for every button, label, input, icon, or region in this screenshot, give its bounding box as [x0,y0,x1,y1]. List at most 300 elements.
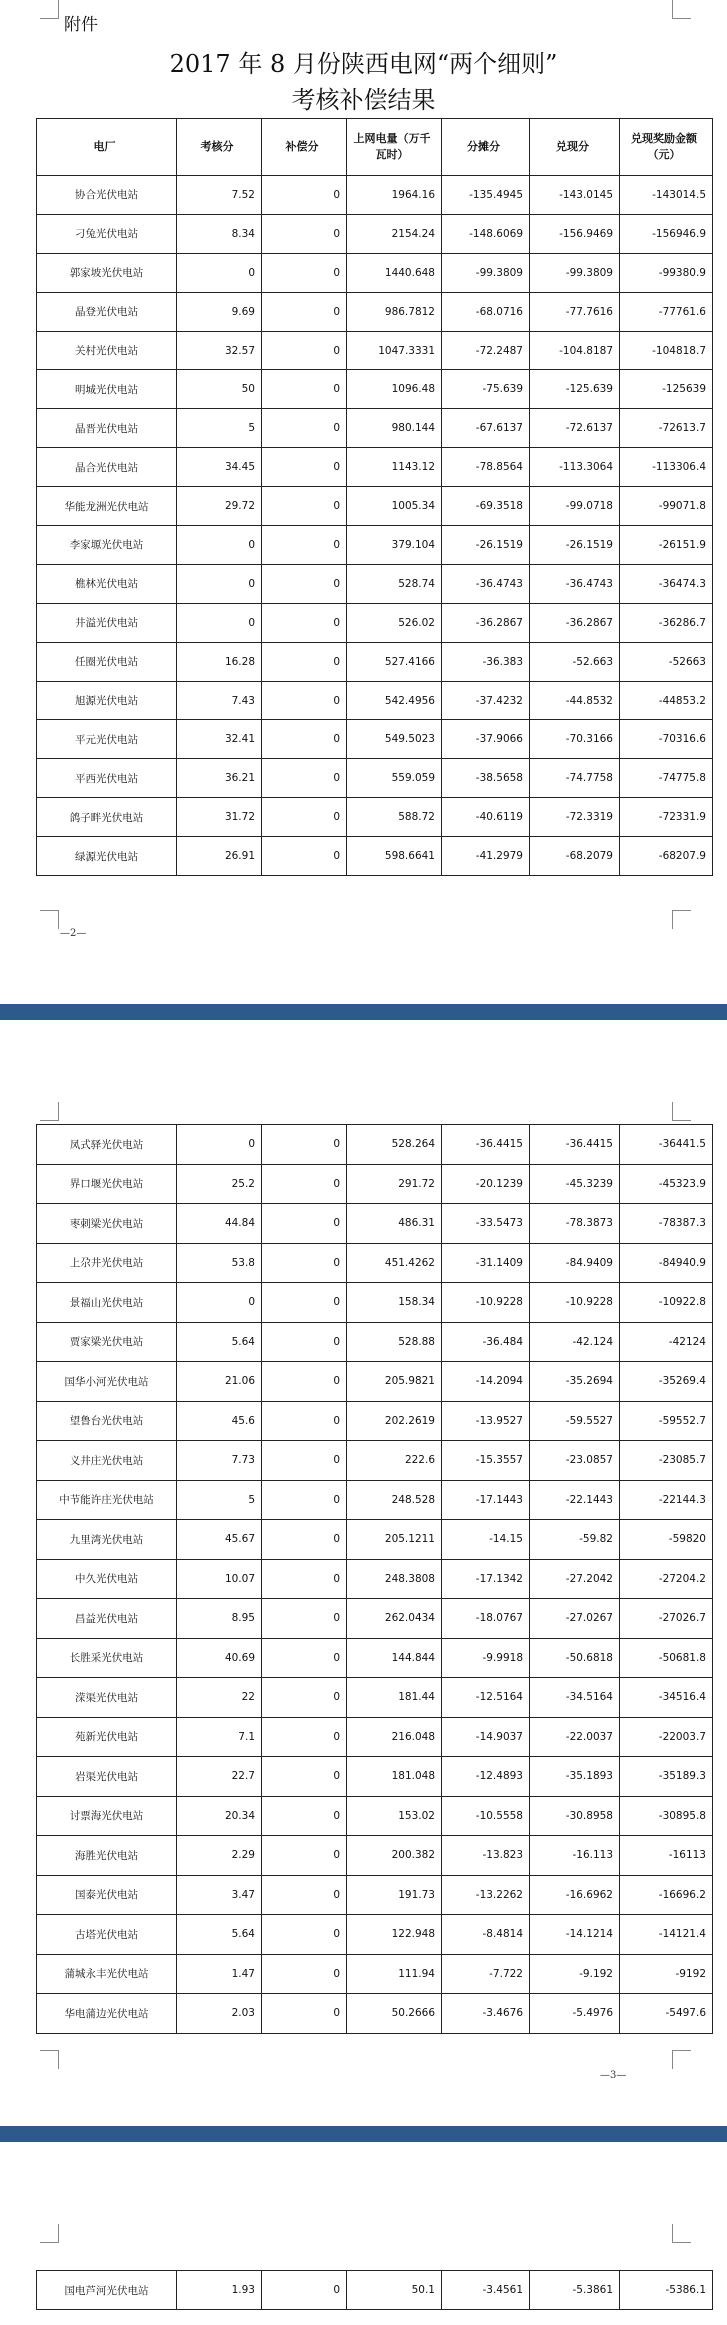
apportion-cell: -36.4743 [442,564,530,603]
compensation-cell: 0 [262,1125,347,1165]
compensation-cell: 0 [262,1243,347,1283]
reward-amount-cell: -104818.7 [620,331,713,370]
grid-energy-cell: 486.31 [347,1204,442,1244]
table-row [37,759,713,798]
reward-amount-cell: -5386.1 [620,2271,713,2310]
plant-name-cell: 协合光伏电站 [37,176,177,215]
results-table [36,118,713,876]
plant-name-cell: 溁渠光伏电站 [37,1678,177,1718]
compensation-cell: 0 [262,1401,347,1441]
compensation-cell: 0 [262,526,347,565]
grid-energy-cell: 50.2666 [347,1994,442,2034]
redeem-cell: -42.124 [530,1322,620,1362]
apportion-cell: -36.484 [442,1322,530,1362]
reward-amount-cell: -74775.8 [620,759,713,798]
plant-name-cell: 昌益光伏电站 [37,1599,177,1639]
table-row [37,1796,713,1836]
assessment-cell: 10.07 [177,1559,262,1599]
grid-energy-cell: 158.34 [347,1283,442,1323]
apportion-cell: -13.9527 [442,1401,530,1441]
assessment-cell: 7.52 [177,176,262,215]
assessment-cell: 0 [177,564,262,603]
table-row [37,1362,713,1402]
redeem-cell: -50.6818 [530,1638,620,1678]
assessment-cell: 21.06 [177,1362,262,1402]
plant-name-cell: 枣刺梁光伏电站 [37,1204,177,1244]
reward-amount-cell: -35269.4 [620,1362,713,1402]
apportion-cell: -69.3518 [442,487,530,526]
plant-name-cell: 绿源光伏电站 [37,837,177,876]
grid-energy-cell: 200.382 [347,1836,442,1876]
grid-energy-cell: 1047.3331 [347,331,442,370]
redeem-cell: -70.3166 [530,720,620,759]
plant-name-cell: 望鲁台光伏电站 [37,1401,177,1441]
plant-name-cell: 刁兔光伏电站 [37,214,177,253]
table-row [37,1520,713,1560]
assessment-cell: 1.93 [177,2271,262,2310]
redeem-cell: -23.0857 [530,1441,620,1481]
plant-name-cell: 中节能许庄光伏电站 [37,1480,177,1520]
table-row [37,1559,713,1599]
table-row [37,837,713,876]
attachment-label: 附件 [64,15,98,35]
redeem-cell: -156.9469 [530,214,620,253]
compensation-cell: 0 [262,370,347,409]
redeem-cell: -10.9228 [530,1283,620,1323]
plant-name-cell: 蒲城永丰光伏电站 [37,1954,177,1994]
apportion-cell: -72.2487 [442,331,530,370]
document-subtitle: 考核补偿结果 [291,86,436,114]
apportion-cell: -17.1342 [442,1559,530,1599]
header-reward-amount: 兑现奖励金额（元） [620,119,713,176]
reward-amount-cell: -5497.6 [620,1994,713,2034]
reward-amount-cell: -72331.9 [620,798,713,837]
compensation-cell: 0 [262,1520,347,1560]
redeem-cell: -27.2042 [530,1559,620,1599]
grid-energy-cell: 379.104 [347,526,442,565]
apportion-cell: -13.2262 [442,1875,530,1915]
header-compensation: 补偿分 [262,119,347,176]
grid-energy-cell: 1096.48 [347,370,442,409]
grid-energy-cell: 1005.34 [347,487,442,526]
header-grid-energy: 上网电量（万千瓦时） [347,119,442,176]
assessment-cell: 3.47 [177,1875,262,1915]
plant-name-cell: 界口堰光伏电站 [37,1164,177,1204]
plant-name-cell: 国电芦河光伏电站 [37,2271,177,2310]
apportion-cell: -148.6069 [442,214,530,253]
table-row [37,1204,713,1244]
assessment-cell: 5.64 [177,1322,262,1362]
apportion-cell: -12.4893 [442,1757,530,1797]
plant-name-cell: 晶晋光伏电站 [37,409,177,448]
redeem-cell: -125.639 [530,370,620,409]
grid-energy-cell: 526.02 [347,603,442,642]
compensation-cell: 0 [262,759,347,798]
document-page-1 [0,0,727,1004]
table-row [37,1322,713,1362]
plant-name-cell: 苑新光伏电站 [37,1717,177,1757]
crop-mark [672,2224,691,2243]
reward-amount-cell: -42124 [620,1322,713,1362]
table-row [37,253,713,292]
plant-name-cell: 景福山光伏电站 [37,1283,177,1323]
crop-mark [40,0,59,19]
table-row [37,1480,713,1520]
redeem-cell: -36.2867 [530,603,620,642]
results-table-continued [36,2270,713,2310]
compensation-cell: 0 [262,1322,347,1362]
redeem-cell: -14.1214 [530,1915,620,1955]
compensation-cell: 0 [262,214,347,253]
assessment-cell: 25.2 [177,1164,262,1204]
redeem-cell: -113.3064 [530,448,620,487]
grid-energy-cell: 191.73 [347,1875,442,1915]
compensation-cell: 0 [262,837,347,876]
redeem-cell: -36.4415 [530,1125,620,1165]
table-row [37,603,713,642]
header-redeem: 兑现分 [530,119,620,176]
grid-energy-cell: 2154.24 [347,214,442,253]
compensation-cell: 0 [262,642,347,681]
reward-amount-cell: -99380.9 [620,253,713,292]
header-plant: 电厂 [37,119,177,176]
plant-name-cell: 樵林光伏电站 [37,564,177,603]
compensation-cell: 0 [262,1836,347,1876]
grid-energy-cell: 262.0434 [347,1599,442,1639]
compensation-cell: 0 [262,681,347,720]
reward-amount-cell: -50681.8 [620,1638,713,1678]
grid-energy-cell: 153.02 [347,1796,442,1836]
reward-amount-cell: -36474.3 [620,564,713,603]
grid-energy-cell: 111.94 [347,1954,442,1994]
crop-mark [672,2050,691,2069]
table-row [37,798,713,837]
assessment-cell: 32.41 [177,720,262,759]
compensation-cell: 0 [262,1441,347,1481]
reward-amount-cell: -26151.9 [620,526,713,565]
plant-name-cell: 晶合光伏电站 [37,448,177,487]
assessment-cell: 1.47 [177,1954,262,1994]
plant-name-cell: 讨票海光伏电站 [37,1796,177,1836]
assessment-cell: 0 [177,1125,262,1165]
table-row [37,564,713,603]
table-row [37,681,713,720]
compensation-cell: 0 [262,176,347,215]
reward-amount-cell: -30895.8 [620,1796,713,1836]
redeem-cell: -22.0037 [530,1717,620,1757]
redeem-cell: -72.3319 [530,798,620,837]
grid-energy-cell: 598.6641 [347,837,442,876]
apportion-cell: -8.4814 [442,1915,530,1955]
assessment-cell: 7.43 [177,681,262,720]
reward-amount-cell: -27026.7 [620,1599,713,1639]
plant-name-cell: 中久光伏电站 [37,1559,177,1599]
reward-amount-cell: -27204.2 [620,1559,713,1599]
apportion-cell: -31.1409 [442,1243,530,1283]
crop-mark [40,910,59,929]
compensation-cell: 0 [262,1954,347,1994]
compensation-cell: 0 [262,603,347,642]
assessment-cell: 53.8 [177,1243,262,1283]
grid-energy-cell: 50.1 [347,2271,442,2310]
reward-amount-cell: -34516.4 [620,1678,713,1718]
reward-amount-cell: -52663 [620,642,713,681]
assessment-cell: 40.69 [177,1638,262,1678]
plant-name-cell: 平西光伏电站 [37,759,177,798]
plant-name-cell: 平元光伏电站 [37,720,177,759]
crop-mark [672,1102,691,1121]
apportion-cell: -3.4561 [442,2271,530,2310]
redeem-cell: -99.0718 [530,487,620,526]
plant-name-cell: 明城光伏电站 [37,370,177,409]
table-row [37,1638,713,1678]
compensation-cell: 0 [262,798,347,837]
compensation-cell: 0 [262,1362,347,1402]
reward-amount-cell: -36441.5 [620,1125,713,1165]
plant-name-cell: 旭源光伏电站 [37,681,177,720]
reward-amount-cell: -59820 [620,1520,713,1560]
reward-amount-cell: -113306.4 [620,448,713,487]
crop-mark [40,2050,59,2069]
apportion-cell: -15.3557 [442,1441,530,1481]
assessment-cell: 5.64 [177,1915,262,1955]
apportion-cell: -13.823 [442,1836,530,1876]
redeem-cell: -72.6137 [530,409,620,448]
apportion-cell: -9.9918 [442,1638,530,1678]
plant-name-cell: 长胜采光伏电站 [37,1638,177,1678]
compensation-cell: 0 [262,292,347,331]
redeem-cell: -16.6962 [530,1875,620,1915]
reward-amount-cell: -44853.2 [620,681,713,720]
compensation-cell: 0 [262,1678,347,1718]
grid-energy-cell: 181.048 [347,1757,442,1797]
apportion-cell: -26.1519 [442,526,530,565]
reward-amount-cell: -22003.7 [620,1717,713,1757]
page-number: —2— [60,928,87,939]
redeem-cell: -59.82 [530,1520,620,1560]
compensation-cell: 0 [262,1757,347,1797]
plant-name-cell: 义井庄光伏电站 [37,1441,177,1481]
reward-amount-cell: -143014.5 [620,176,713,215]
plant-name-cell: 国泰光伏电站 [37,1875,177,1915]
assessment-cell: 50 [177,370,262,409]
assessment-cell: 45.67 [177,1520,262,1560]
redeem-cell: -84.9409 [530,1243,620,1283]
redeem-cell: -9.192 [530,1954,620,1994]
compensation-cell: 0 [262,253,347,292]
apportion-cell: -99.3809 [442,253,530,292]
compensation-cell: 0 [262,1994,347,2034]
plant-name-cell: 关村光伏电站 [37,331,177,370]
plant-name-cell: 晶登光伏电站 [37,292,177,331]
table-row [37,1717,713,1757]
redeem-cell: -59.5527 [530,1401,620,1441]
table-row [37,1164,713,1204]
assessment-cell: 8.95 [177,1599,262,1639]
apportion-cell: -18.0767 [442,1599,530,1639]
table-row [37,1401,713,1441]
apportion-cell: -3.4676 [442,1994,530,2034]
grid-energy-cell: 1143.12 [347,448,442,487]
grid-energy-cell: 122.948 [347,1915,442,1955]
reward-amount-cell: -16113 [620,1836,713,1876]
reward-amount-cell: -10922.8 [620,1283,713,1323]
reward-amount-cell: -77761.6 [620,292,713,331]
apportion-cell: -14.9037 [442,1717,530,1757]
apportion-cell: -67.6137 [442,409,530,448]
crop-mark [40,2224,59,2243]
table-row [37,1441,713,1481]
reward-amount-cell: -16696.2 [620,1875,713,1915]
apportion-cell: -75.639 [442,370,530,409]
assessment-cell: 8.34 [177,214,262,253]
results-table-continued [36,1124,713,2034]
grid-energy-cell: 549.5023 [347,720,442,759]
apportion-cell: -12.5164 [442,1678,530,1718]
compensation-cell: 0 [262,1638,347,1678]
table-row [37,448,713,487]
reward-amount-cell: -14121.4 [620,1915,713,1955]
table-row [37,1994,713,2034]
apportion-cell: -14.15 [442,1520,530,1560]
apportion-cell: -36.383 [442,642,530,681]
table-row [37,1599,713,1639]
redeem-cell: -74.7758 [530,759,620,798]
assessment-cell: 16.28 [177,642,262,681]
crop-mark [672,0,691,19]
table-row [37,1243,713,1283]
assessment-cell: 5 [177,1480,262,1520]
plant-name-cell: 郭家坡光伏电站 [37,253,177,292]
table-row [37,176,713,215]
apportion-cell: -10.9228 [442,1283,530,1323]
assessment-cell: 5 [177,409,262,448]
apportion-cell: -37.4232 [442,681,530,720]
grid-energy-cell: 1964.16 [347,176,442,215]
reward-amount-cell: -99071.8 [620,487,713,526]
compensation-cell: 0 [262,2271,347,2310]
assessment-cell: 45.6 [177,1401,262,1441]
plant-name-cell: 九里湾光伏电站 [37,1520,177,1560]
reward-amount-cell: -59552.7 [620,1401,713,1441]
compensation-cell: 0 [262,1796,347,1836]
grid-energy-cell: 144.844 [347,1638,442,1678]
apportion-cell: -17.1443 [442,1480,530,1520]
grid-energy-cell: 205.1211 [347,1520,442,1560]
grid-energy-cell: 291.72 [347,1164,442,1204]
compensation-cell: 0 [262,1204,347,1244]
apportion-cell: -33.5473 [442,1204,530,1244]
assessment-cell: 7.73 [177,1441,262,1481]
compensation-cell: 0 [262,1599,347,1639]
redeem-cell: -45.3239 [530,1164,620,1204]
plant-name-cell: 李家塬光伏电站 [37,526,177,565]
apportion-cell: -40.6119 [442,798,530,837]
apportion-cell: -14.2094 [442,1362,530,1402]
redeem-cell: -35.1893 [530,1757,620,1797]
grid-energy-cell: 202.2619 [347,1401,442,1441]
compensation-cell: 0 [262,1480,347,1520]
reward-amount-cell: -68207.9 [620,837,713,876]
plant-name-cell: 岩渠光伏电站 [37,1757,177,1797]
compensation-cell: 0 [262,564,347,603]
apportion-cell: -37.9066 [442,720,530,759]
redeem-cell: -36.4743 [530,564,620,603]
plant-name-cell: 贾家梁光伏电站 [37,1322,177,1362]
redeem-cell: -27.0267 [530,1599,620,1639]
assessment-cell: 0 [177,1283,262,1323]
grid-energy-cell: 528.74 [347,564,442,603]
compensation-cell: 0 [262,1717,347,1757]
assessment-cell: 29.72 [177,487,262,526]
plant-name-cell: 华电蒲边光伏电站 [37,1994,177,2034]
assessment-cell: 36.21 [177,759,262,798]
reward-amount-cell: -36286.7 [620,603,713,642]
redeem-cell: -26.1519 [530,526,620,565]
redeem-cell: -44.8532 [530,681,620,720]
plant-name-cell: 海胜光伏电站 [37,1836,177,1876]
redeem-cell: -104.8187 [530,331,620,370]
assessment-cell: 7.1 [177,1717,262,1757]
compensation-cell: 0 [262,409,347,448]
table-row [37,1283,713,1323]
table-row [37,526,713,565]
page-separator [0,2126,727,2142]
reward-amount-cell: -9192 [620,1954,713,1994]
table-row [37,1836,713,1876]
grid-energy-cell: 986.7812 [347,292,442,331]
plant-name-cell: 凤式驿光伏电站 [37,1125,177,1165]
assessment-cell: 44.84 [177,1204,262,1244]
assessment-cell: 34.45 [177,448,262,487]
crop-mark [672,910,691,929]
grid-energy-cell: 205.9821 [347,1362,442,1402]
assessment-cell: 22 [177,1678,262,1718]
plant-name-cell: 鸽子畔光伏电站 [37,798,177,837]
redeem-cell: -34.5164 [530,1678,620,1718]
apportion-cell: -78.8564 [442,448,530,487]
grid-energy-cell: 216.048 [347,1717,442,1757]
reward-amount-cell: -84940.9 [620,1243,713,1283]
redeem-cell: -68.2079 [530,837,620,876]
grid-energy-cell: 1440.648 [347,253,442,292]
assessment-cell: 0 [177,603,262,642]
redeem-cell: -30.8958 [530,1796,620,1836]
redeem-cell: -35.2694 [530,1362,620,1402]
grid-energy-cell: 222.6 [347,1441,442,1481]
apportion-cell: -38.5658 [442,759,530,798]
compensation-cell: 0 [262,1559,347,1599]
table-row [37,370,713,409]
redeem-cell: -5.3861 [530,2271,620,2310]
grid-energy-cell: 559.059 [347,759,442,798]
plant-name-cell: 上尕井光伏电站 [37,1243,177,1283]
grid-energy-cell: 528.88 [347,1322,442,1362]
apportion-cell: -7.722 [442,1954,530,1994]
plant-name-cell: 国华小河光伏电站 [37,1362,177,1402]
apportion-cell: -68.0716 [442,292,530,331]
page-separator [0,1004,727,1020]
table-row [37,1875,713,1915]
table-row [37,720,713,759]
compensation-cell: 0 [262,1283,347,1323]
compensation-cell: 0 [262,1915,347,1955]
table-row [37,487,713,526]
grid-energy-cell: 980.144 [347,409,442,448]
grid-energy-cell: 528.264 [347,1125,442,1165]
redeem-cell: -5.4976 [530,1994,620,2034]
table-row [37,1757,713,1797]
